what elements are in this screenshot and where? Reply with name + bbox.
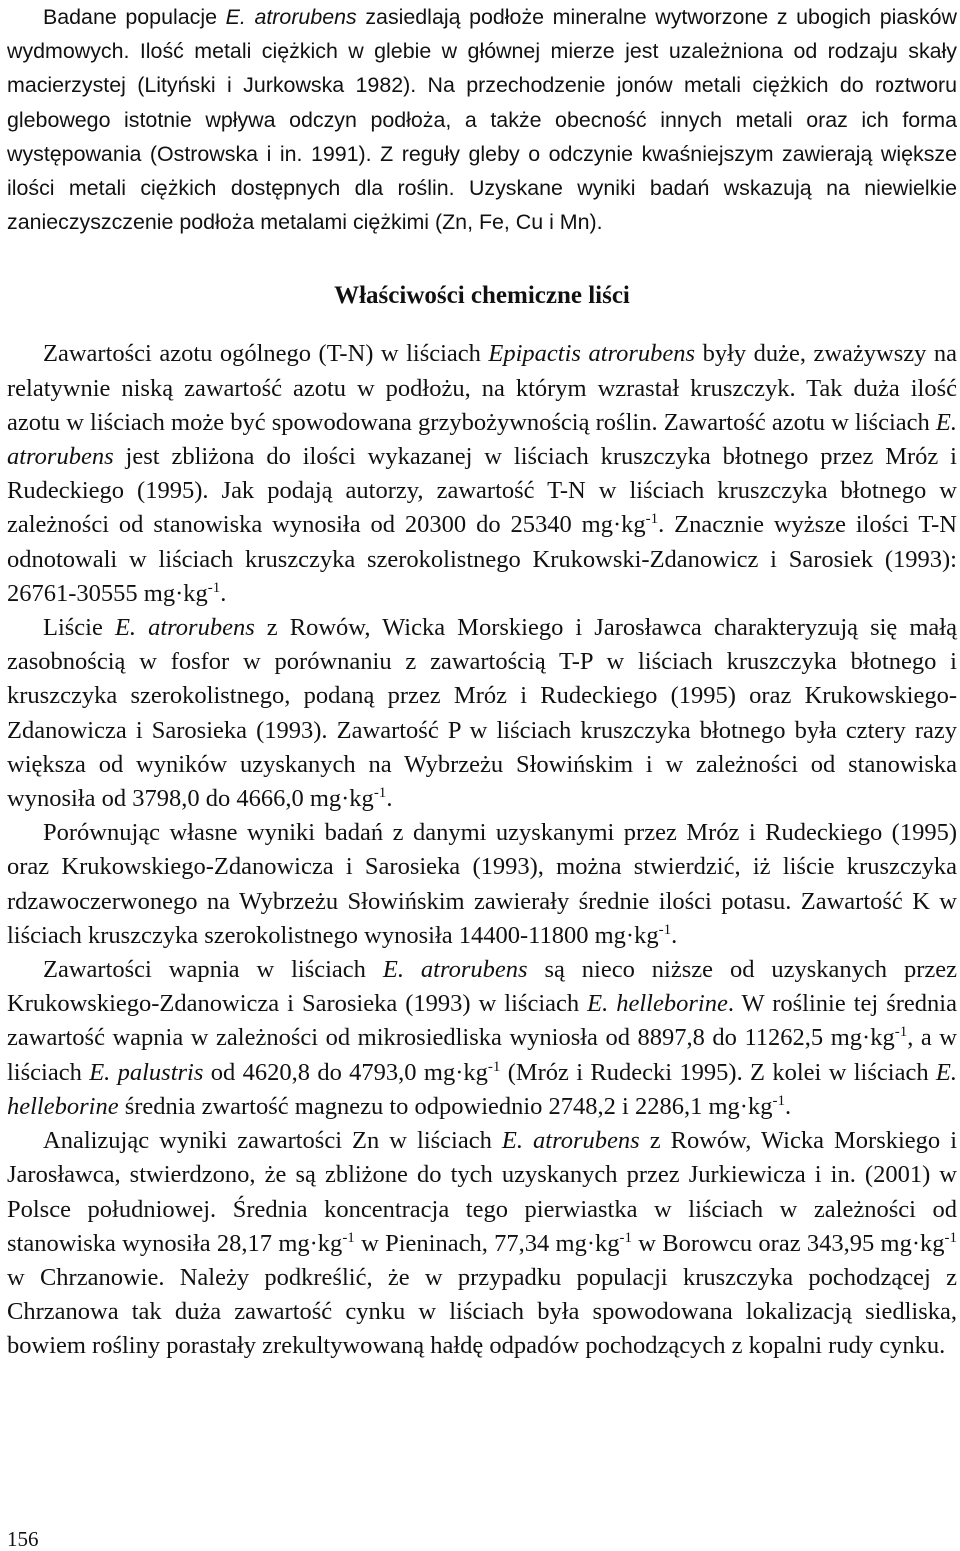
paragraph-phosphorus: Liście E. atrorubens z Rowów, Wicka Morskiego i Jarosławca charakteryzują się małą zasobnością w fosfor w porównaniu z zawartością T-P w liściach kruszczyka błotnego i kruszczyka szerokolistnego, podaną przez Mróz i Rudeckiego (1995) oraz Krukowskiego-Zdanowicza i Sarosieka (1993). Zawartość P w liściach kruszczyka błotnego była cztery razy większa od wyników uzyskanych na Wybrzeżu Słowińskim i w zależności od stanowiska wynosiła od 3798,0 do 4666,0 $mg\cdot kg^{-1}$.	[7, 614, 957, 813]
unit-exponent: -1	[487, 1058, 501, 1075]
document-page	[7, 0, 957, 1364]
unit-exponent: -1	[772, 1092, 785, 1109]
species-name: Epipactis atrorubens	[488, 340, 696, 368]
unit-exponent: -1	[373, 785, 387, 802]
section-heading: Właściwości chemiczne liści	[334, 282, 630, 310]
unit-exponent: -1	[894, 1024, 908, 1041]
species-name: E. atrorubens	[7, 408, 957, 471]
species-name: E. helleborine	[587, 990, 728, 1018]
unit-exponent: -1	[645, 511, 659, 528]
paragraph-zinc: Analizując wyniki zawartości Zn w liściach E. atrorubens z Rowów, Wicka Morskiego i Jarosławca, stwierdzono, że są zbliżone do tych uzyskanych przez Jurkiewicza i in. (2001) w Polsce południowej. Średnia koncentracja tego pierwiastka w liściach w zależności od stanowiska wynosiła 28,17 $mg\cdot kg^{-1}$ w Pieninach, 77,34 $mg\cdot kg^{-1}$ w Borowcu oraz 343,95 $mg\cdot kg^{-1}$ w Chrzanowie. Należy podkreślić, że w przypadku populacji kruszczyka pochodzącej z Chrzanowa tak duża zawartość cynku w liściach była spowodowana lokalizacją siedliska, bowiem rośliny porastały zrekultywowaną hałdę odpadów pochodzących z kopalni rudy cynku.	[7, 1127, 958, 1360]
page-number: 156	[7, 1527, 39, 1551]
species-name: E. atrorubens	[225, 5, 357, 29]
unit-exponent: -1	[944, 1229, 957, 1246]
species-name: E. palustris	[89, 1058, 204, 1086]
paragraph-calcium-magnesium: Zawartości wapnia w liściach E. atrorubens są nieco niższe od uzyskanych przez Krukowskiego-Zdanowicza i Sarosieka (1993) w liściach E. helleborine. W roślinie tej średnia zawartość wapnia w zależności od mikrosiedliska wyniosła od 8897,8 do 11262,5 $mg\cdot kg^{-1}$, a w liściach E. palustris od 4620,8 do 4793,0 $mg\cdot kg^{-1}$ (Mróz i Rudecki 1995). Z kolei w liściach E. helleborine średnia zwartość magnezu to odpowiednio 2748,2 i 2286,1 $mg\cdot kg^{-1}$.	[7, 956, 958, 1120]
paragraph-soil-metals: Badane populacje E. atrorubens zasiedlają podłoże mineralne wytworzone z ubogich piasków wydmowych. Ilość metali ciężkich w glebie w głównej mierze jest uzależniona od rodzaju skały macierzystej (Lityński i Jurkowska 1982). Na przechodzenie jonów metali ciężkich do roztworu glebowego istotnie wpływa odczyn podłoża, a także obecność innych metali oraz ich forma występowania (Ostrowska i in. 1991). Z reguły gleby o odczynie kwaśniejszym zawierają większe ilości metali ciężkich dostępnych dla roślin. Uzyskane wyniki badań wskazują na niewielkie zanieczyszczenie podłoża metalami ciężkimi (Zn, Fe, Cu i Mn).	[7, 5, 957, 235]
unit-exponent: -1	[207, 579, 221, 596]
unit-exponent: -1	[619, 1229, 633, 1246]
species-name: E. atrorubens	[382, 956, 528, 984]
species-name: E. atrorubens	[501, 1127, 640, 1155]
species-name: E. helleborine	[7, 1058, 958, 1120]
unit-exponent: -1	[658, 921, 672, 938]
species-name: E. atrorubens	[114, 614, 255, 642]
paragraph-nitrogen: Zawartości azotu ogólnego (T-N) w liściach Epipactis atrorubens były duże, zważywszy na relatywnie niską zawartość azotu w podłożu, na którym wzrastał kruszczyk. Tak duża ilość azotu w liściach może być spowodowana grzybożywnością roślin. Zawartość azotu w liściach E. atrorubens jest zbliżona do ilości wykazanej w liściach kruszczyka błotnego przez Mróz i Rudeckiego (1995). Jak podają autorzy, zawartość T-N w liściach kruszczyka błotnego w zależności od stanowiska wynosiła od 20300 do 25340 $mg\cdot kg^{-1}$. Znacznie wyższe ilości T-N odnotowali w liściach kruszczyka szerokolistnego Krukowski-Zdanowicz i Sarosiek (1993): 26761-30555 $mg\cdot kg^{-1}$.	[7, 340, 957, 607]
paragraph-potassium: Porównując własne wyniki badań z danymi uzyskanymi przez Mróz i Rudeckiego (1995) oraz Krukowskiego-Zdanowicza i Sarosieka (1993), można stwierdzić, iż liście kruszczyka rdzawoczerwonego na Wybrzeżu Słowińskim zawierały średnie ilości potasu. Zawartość K w liściach kruszczyka szerokolistnego wynosiła 14400-11800 $mg\cdot kg^{-1}$.	[7, 819, 957, 949]
unit-exponent: -1	[342, 1229, 355, 1246]
